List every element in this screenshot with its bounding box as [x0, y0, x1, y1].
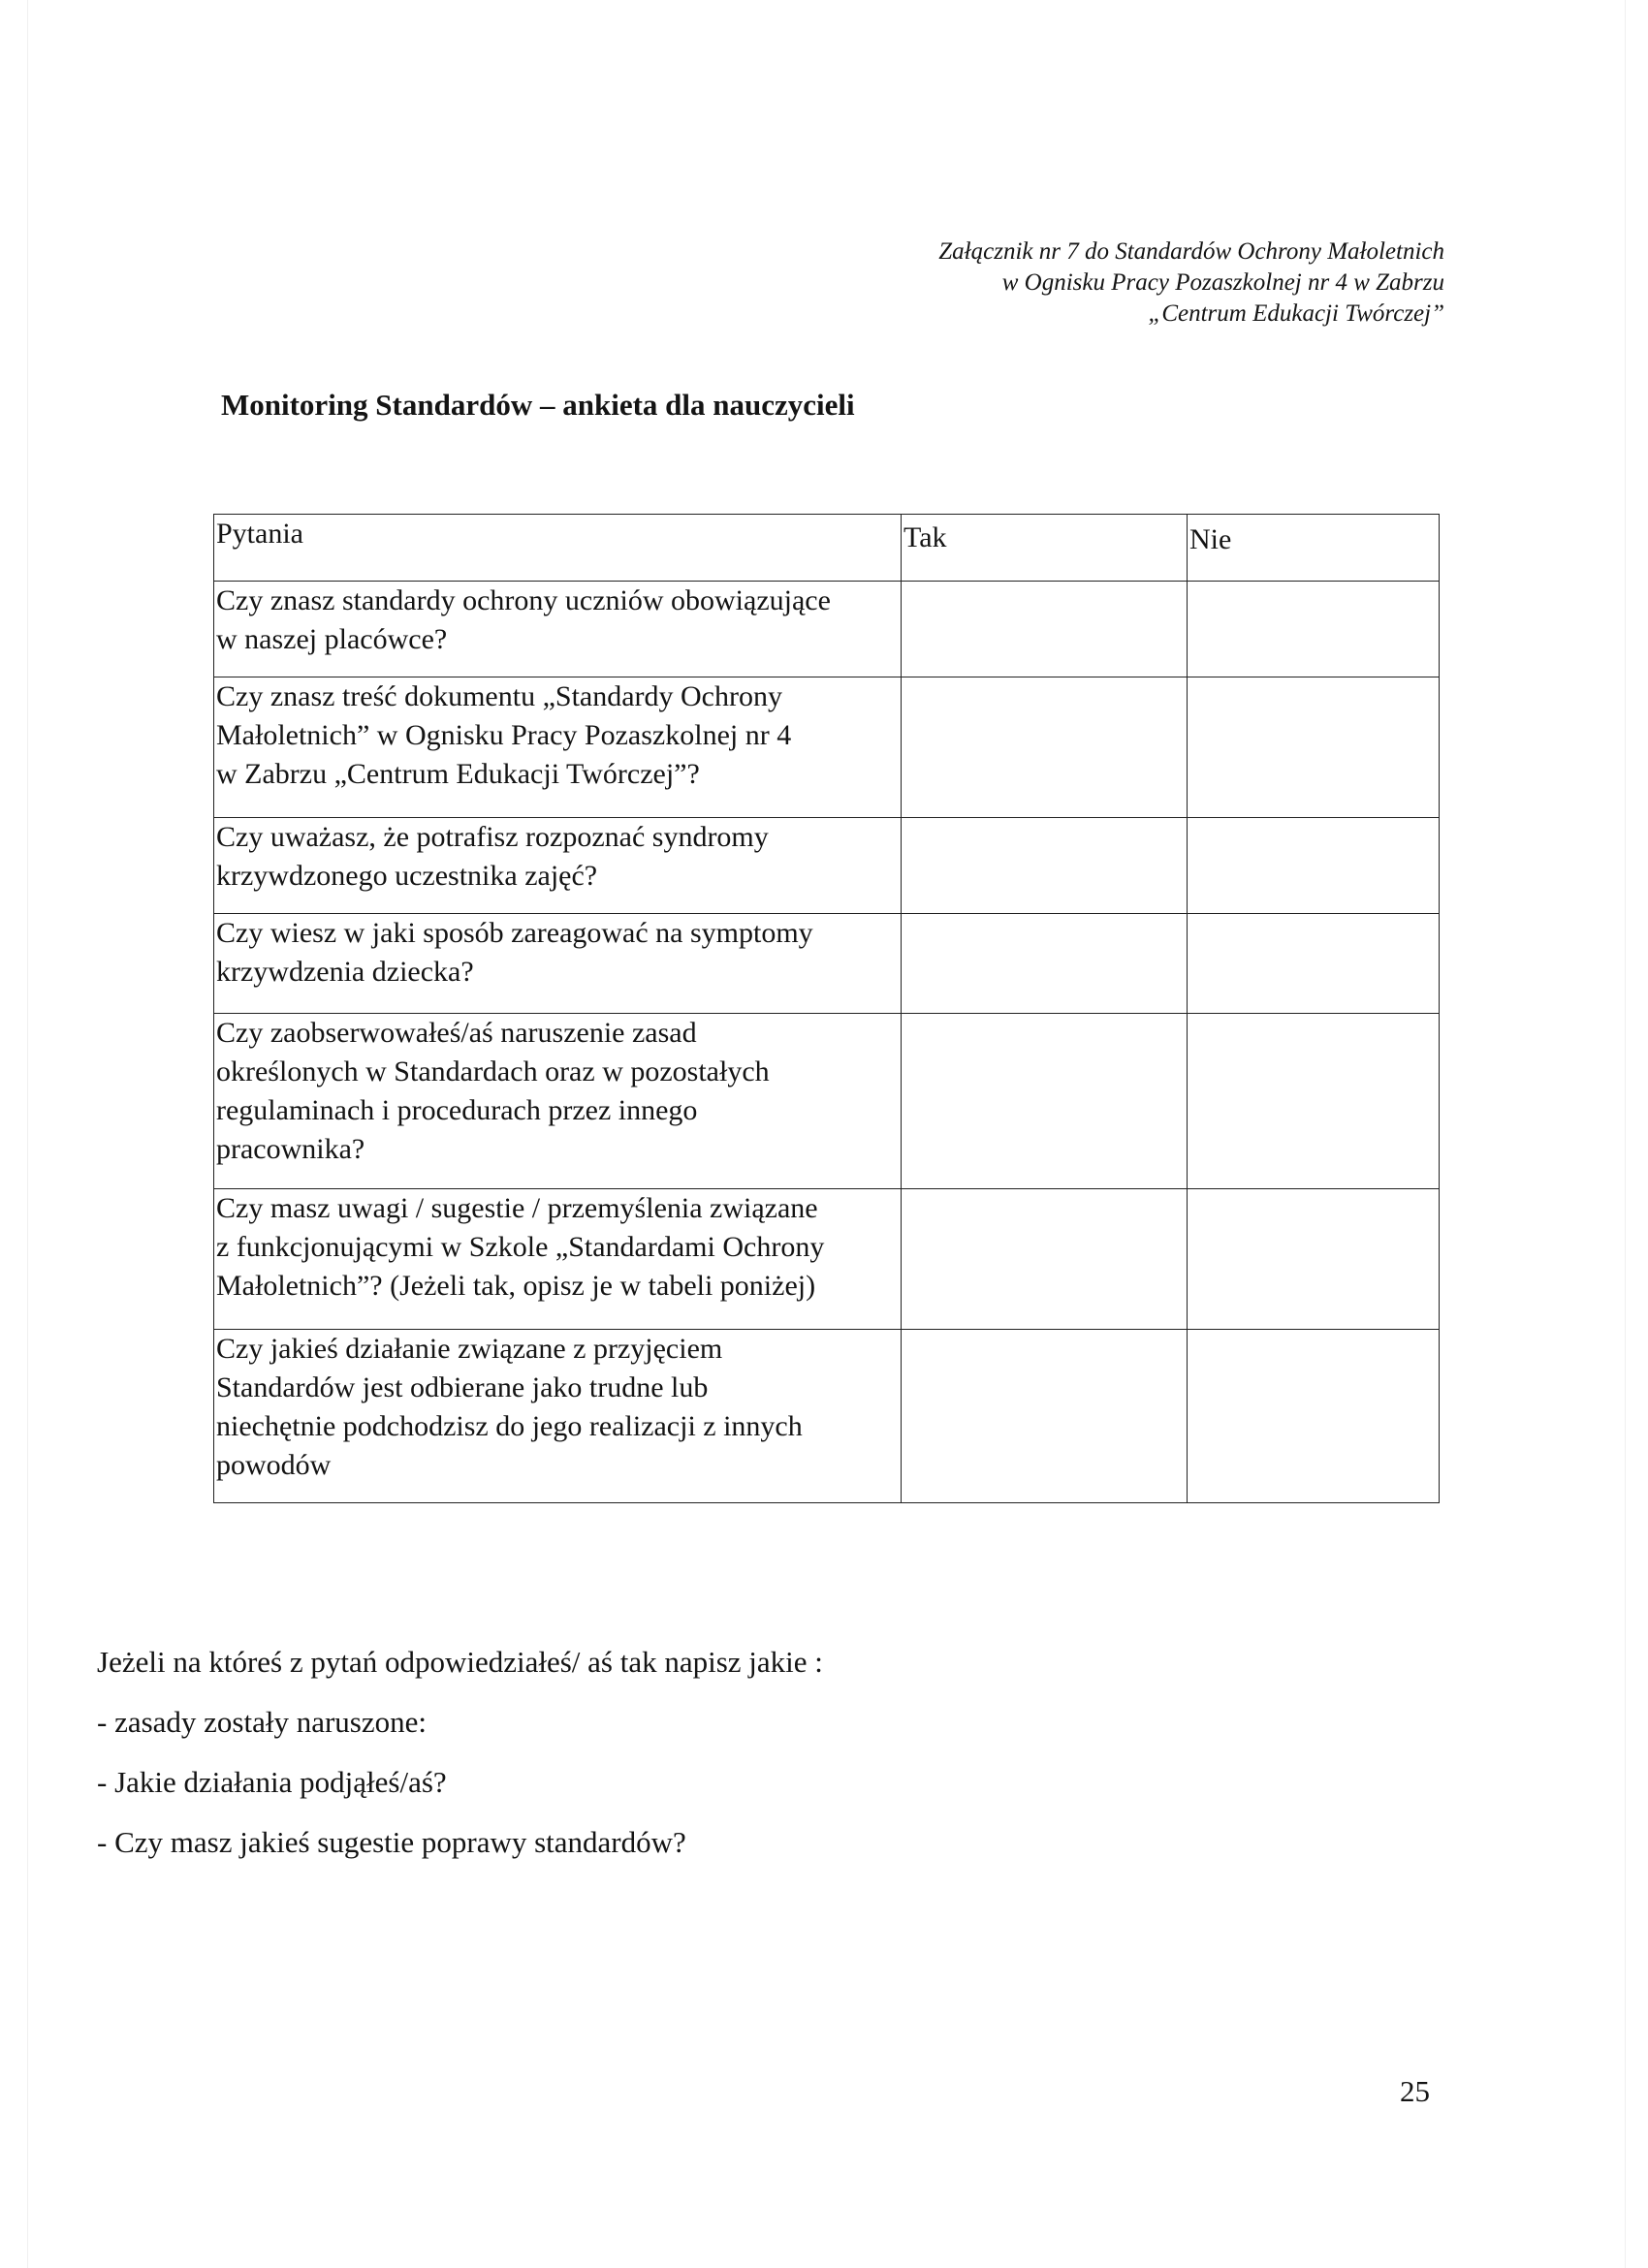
yes-answer-cell[interactable]	[902, 677, 1188, 818]
document-title: Monitoring Standardów – ankieta dla nauczycieli	[221, 388, 855, 422]
no-answer-cell[interactable]	[1188, 1330, 1440, 1503]
follow-up-item-violated-rules: - zasady zostały naruszone:	[97, 1705, 428, 1739]
survey-table	[213, 514, 1440, 1503]
question-cell: Czy wiesz w jaki sposób zareagować na symptomy krzywdzenia dziecka?	[214, 914, 902, 1014]
question-cell: Czy uważasz, że potrafisz rozpoznać syndromy krzywdzonego uczestnika zajęć?	[214, 818, 902, 914]
scan-edge-left	[27, 0, 28, 2268]
header-yes: Tak	[902, 515, 1188, 582]
annex-header	[938, 236, 1444, 330]
question-cell: Czy masz uwagi / sugestie / przemyślenia związane z funkcjonującymi w Szkole „Standardami Ochrony Małoletnich”? (Jeżeli tak, opisz je w tabeli poniżej)	[214, 1189, 902, 1330]
table-row	[214, 1330, 1440, 1503]
yes-answer-cell[interactable]	[902, 818, 1188, 914]
table-row	[214, 914, 1440, 1014]
follow-up-section	[97, 1643, 823, 1883]
table-row	[214, 677, 1440, 818]
header-no: Nie	[1188, 515, 1440, 582]
follow-up-item-actions-taken: - Jakie działania podjąłeś/aś?	[97, 1765, 447, 1799]
yes-answer-cell[interactable]	[902, 914, 1188, 1014]
annex-header-line-3: „Centrum Edukacji Twórczej”	[1148, 300, 1444, 327]
question-cell: Czy jakieś działanie związane z przyjęciem Standardów jest odbierane jako trudne lub niechętnie podchodzisz do jego realizacji z innych powodów	[214, 1330, 902, 1503]
question-cell: Czy znasz standardy ochrony uczniów obowiązujące w naszej placówce?	[214, 582, 902, 677]
no-answer-cell[interactable]	[1188, 1189, 1440, 1330]
table-row	[214, 1014, 1440, 1189]
header-questions: Pytania	[214, 515, 902, 582]
no-answer-cell[interactable]	[1188, 914, 1440, 1014]
table-row	[214, 818, 1440, 914]
follow-up-item-suggestions: - Czy masz jakieś sugestie poprawy standardów?	[97, 1825, 686, 1859]
table-header-row	[214, 515, 1440, 582]
yes-answer-cell[interactable]	[902, 1330, 1188, 1503]
page-number: 25	[1400, 2074, 1430, 2108]
yes-answer-cell[interactable]	[902, 1189, 1188, 1330]
annex-header-line-1: Załącznik nr 7 do Standardów Ochrony Małoletnich	[938, 238, 1444, 265]
question-cell: Czy znasz treść dokumentu „Standardy Ochrony Małoletnich” w Ognisku Pracy Pozaszkolnej nr 4 w Zabrzu „Centrum Edukacji Twórczej”?	[214, 677, 902, 818]
no-answer-cell[interactable]	[1188, 1014, 1440, 1189]
scan-edge-right	[1625, 0, 1626, 2268]
no-answer-cell[interactable]	[1188, 677, 1440, 818]
yes-answer-cell[interactable]	[902, 1014, 1188, 1189]
question-cell: Czy zaobserwowałeś/aś naruszenie zasad określonych w Standardach oraz w pozostałych regulaminach i procedurach przez innego pracownika?	[214, 1014, 902, 1189]
annex-header-line-2: w Ognisku Pracy Pozaszkolnej nr 4 w Zabrzu	[1001, 269, 1444, 296]
table-row	[214, 1189, 1440, 1330]
no-answer-cell[interactable]	[1188, 582, 1440, 677]
no-answer-cell[interactable]	[1188, 818, 1440, 914]
yes-answer-cell[interactable]	[902, 582, 1188, 677]
table-row	[214, 582, 1440, 677]
follow-up-intro: Jeżeli na któreś z pytań odpowiedziałeś/ aś tak napisz jakie :	[97, 1645, 823, 1679]
